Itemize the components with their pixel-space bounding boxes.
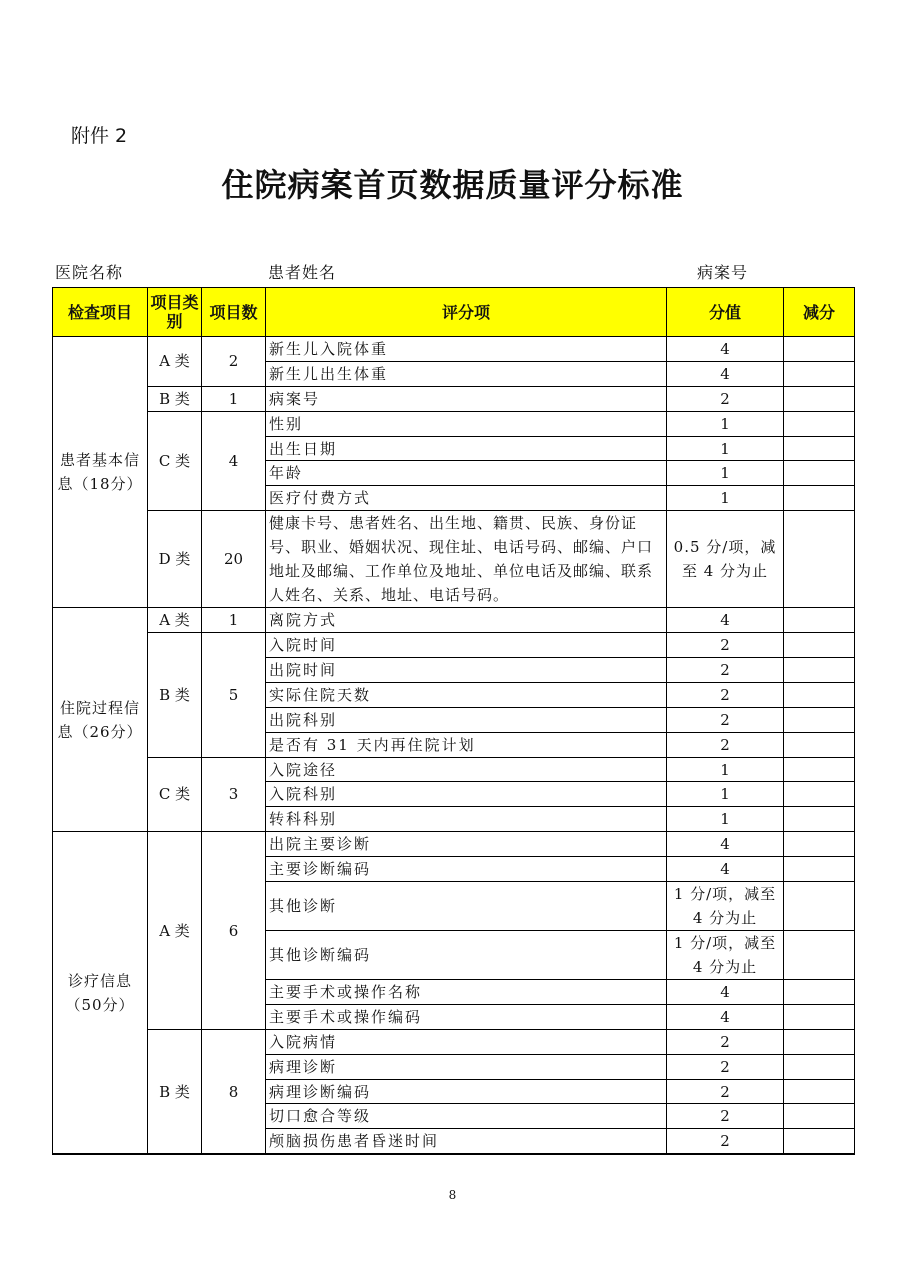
scoring-item: 其他诊断编码 <box>266 931 667 980</box>
record-number-label: 病案号 <box>697 263 749 282</box>
category-cell: C 类 <box>148 757 202 832</box>
deduction-cell[interactable] <box>784 361 855 386</box>
deduction-cell[interactable] <box>784 807 855 832</box>
deduction-cell[interactable] <box>784 411 855 436</box>
deduction-cell[interactable] <box>784 1129 855 1154</box>
score-cell: 4 <box>667 980 784 1005</box>
score-cell: 1 <box>667 436 784 461</box>
deduction-cell[interactable] <box>784 931 855 980</box>
score-cell: 1 <box>667 411 784 436</box>
scoring-item: 切口愈合等级 <box>266 1104 667 1129</box>
deduction-cell[interactable] <box>784 633 855 658</box>
score-cell: 1 <box>667 486 784 511</box>
scoring-item: 其他诊断 <box>266 882 667 931</box>
score-cell: 2 <box>667 1029 784 1054</box>
category-cell: B 类 <box>148 386 202 411</box>
header-deduction: 减分 <box>784 288 855 337</box>
score-cell: 2 <box>667 732 784 757</box>
scoring-item: 出院时间 <box>266 658 667 683</box>
deduction-cell[interactable] <box>784 882 855 931</box>
attachment-label: 附件 2 <box>71 125 128 147</box>
score-cell: 2 <box>667 1104 784 1129</box>
score-cell: 2 <box>667 633 784 658</box>
deduction-cell[interactable] <box>784 682 855 707</box>
score-cell: 4 <box>667 608 784 633</box>
deduction-cell[interactable] <box>784 980 855 1005</box>
document-title: 住院病案首页数据质量评分标准 <box>221 166 684 204</box>
category-cell: B 类 <box>148 633 202 757</box>
scoring-item: 颅脑损伤患者昏迷时间 <box>266 1129 667 1154</box>
header-check-item: 检查项目 <box>53 288 148 337</box>
table-row <box>53 511 855 608</box>
score-cell: 1 <box>667 461 784 486</box>
scoring-item: 主要诊断编码 <box>266 857 667 882</box>
hospital-name-label: 医院名称 <box>55 263 124 282</box>
score-cell: 0.5 分/项，减至 4 分为止 <box>667 511 784 608</box>
count-cell: 8 <box>202 1029 266 1154</box>
deduction-cell[interactable] <box>784 1004 855 1029</box>
scoring-item: 病案号 <box>266 386 667 411</box>
page-number: 8 <box>448 1188 457 1202</box>
count-cell: 1 <box>202 386 266 411</box>
header-count: 项目数 <box>202 288 266 337</box>
deduction-cell[interactable] <box>784 1029 855 1054</box>
deduction-cell[interactable] <box>784 436 855 461</box>
scoring-item: 主要手术或操作名称 <box>266 980 667 1005</box>
scoring-item: 入院途径 <box>266 757 667 782</box>
scoring-table <box>52 287 855 1155</box>
score-cell: 1 <box>667 807 784 832</box>
score-cell: 1 <box>667 757 784 782</box>
score-cell: 4 <box>667 361 784 386</box>
scoring-item: 新生儿入院体重 <box>266 337 667 362</box>
category-cell: C 类 <box>148 411 202 511</box>
deduction-cell[interactable] <box>784 1079 855 1104</box>
scoring-item: 健康卡号、患者姓名、出生地、籍贯、民族、身份证号、职业、婚姻状况、现住址、电话号码、邮编、户口地址及邮编、工作单位及地址、单位电话及邮编、联系人姓名、关系、地址、电话号码。 <box>266 511 667 608</box>
deduction-cell[interactable] <box>784 782 855 807</box>
table-row <box>53 1029 855 1054</box>
scoring-item: 离院方式 <box>266 608 667 633</box>
deduction-cell[interactable] <box>784 511 855 608</box>
scoring-item: 入院时间 <box>266 633 667 658</box>
scoring-item: 转科科别 <box>266 807 667 832</box>
count-cell: 3 <box>202 757 266 832</box>
table-row <box>53 337 855 362</box>
header-category: 项目类别 <box>148 288 202 337</box>
category-cell: A 类 <box>148 337 202 387</box>
deduction-cell[interactable] <box>784 386 855 411</box>
header-scoring-item: 评分项 <box>266 288 667 337</box>
scoring-item: 入院科别 <box>266 782 667 807</box>
deduction-cell[interactable] <box>784 486 855 511</box>
category-cell: B 类 <box>148 1029 202 1154</box>
category-cell: D 类 <box>148 511 202 608</box>
score-cell: 4 <box>667 337 784 362</box>
scoring-item: 是否有 31 天内再住院计划 <box>266 732 667 757</box>
count-cell: 1 <box>202 608 266 633</box>
section-basic-info: 患者基本信息（18分） <box>53 337 148 608</box>
category-cell: A 类 <box>148 832 202 1030</box>
deduction-cell[interactable] <box>784 857 855 882</box>
table-row <box>53 832 855 857</box>
deduction-cell[interactable] <box>784 337 855 362</box>
section-process-info: 住院过程信息（26分） <box>53 608 148 832</box>
score-cell: 2 <box>667 1129 784 1154</box>
score-cell: 2 <box>667 682 784 707</box>
table-row <box>53 608 855 633</box>
count-cell: 20 <box>202 511 266 608</box>
deduction-cell[interactable] <box>784 707 855 732</box>
scoring-item: 新生儿出生体重 <box>266 361 667 386</box>
scoring-item: 医疗付费方式 <box>266 486 667 511</box>
score-cell: 4 <box>667 1004 784 1029</box>
scoring-item: 病理诊断 <box>266 1054 667 1079</box>
table-row <box>53 386 855 411</box>
scoring-item: 出生日期 <box>266 436 667 461</box>
deduction-cell[interactable] <box>784 608 855 633</box>
count-cell: 4 <box>202 411 266 511</box>
scoring-item: 出院主要诊断 <box>266 832 667 857</box>
deduction-cell[interactable] <box>784 461 855 486</box>
patient-name-label: 患者姓名 <box>268 263 337 282</box>
scoring-item: 主要手术或操作编码 <box>266 1004 667 1029</box>
count-cell: 5 <box>202 633 266 757</box>
table-row <box>53 633 855 658</box>
deduction-cell[interactable] <box>784 832 855 857</box>
scoring-item: 病理诊断编码 <box>266 1079 667 1104</box>
deduction-cell[interactable] <box>784 1104 855 1129</box>
table-header-row <box>53 288 855 337</box>
scoring-item: 入院病情 <box>266 1029 667 1054</box>
score-cell: 1 <box>667 782 784 807</box>
deduction-cell[interactable] <box>784 1054 855 1079</box>
score-cell: 2 <box>667 1054 784 1079</box>
deduction-cell[interactable] <box>784 732 855 757</box>
deduction-cell[interactable] <box>784 658 855 683</box>
category-cell: A 类 <box>148 608 202 633</box>
score-cell: 4 <box>667 857 784 882</box>
scoring-item: 性别 <box>266 411 667 436</box>
score-cell: 1 分/项，减至 4 分为止 <box>667 882 784 931</box>
scoring-item: 实际住院天数 <box>266 682 667 707</box>
score-cell: 2 <box>667 1079 784 1104</box>
score-cell: 2 <box>667 658 784 683</box>
deduction-cell[interactable] <box>784 757 855 782</box>
score-cell: 2 <box>667 386 784 411</box>
score-cell: 4 <box>667 832 784 857</box>
scoring-item: 出院科别 <box>266 707 667 732</box>
score-cell: 1 分/项，减至 4 分为止 <box>667 931 784 980</box>
scoring-item: 年龄 <box>266 461 667 486</box>
table-row <box>53 411 855 436</box>
table-row <box>53 757 855 782</box>
count-cell: 6 <box>202 832 266 1030</box>
count-cell: 2 <box>202 337 266 387</box>
score-cell: 2 <box>667 707 784 732</box>
section-diagnosis-info: 诊疗信息（50分） <box>53 832 148 1155</box>
header-score: 分值 <box>667 288 784 337</box>
